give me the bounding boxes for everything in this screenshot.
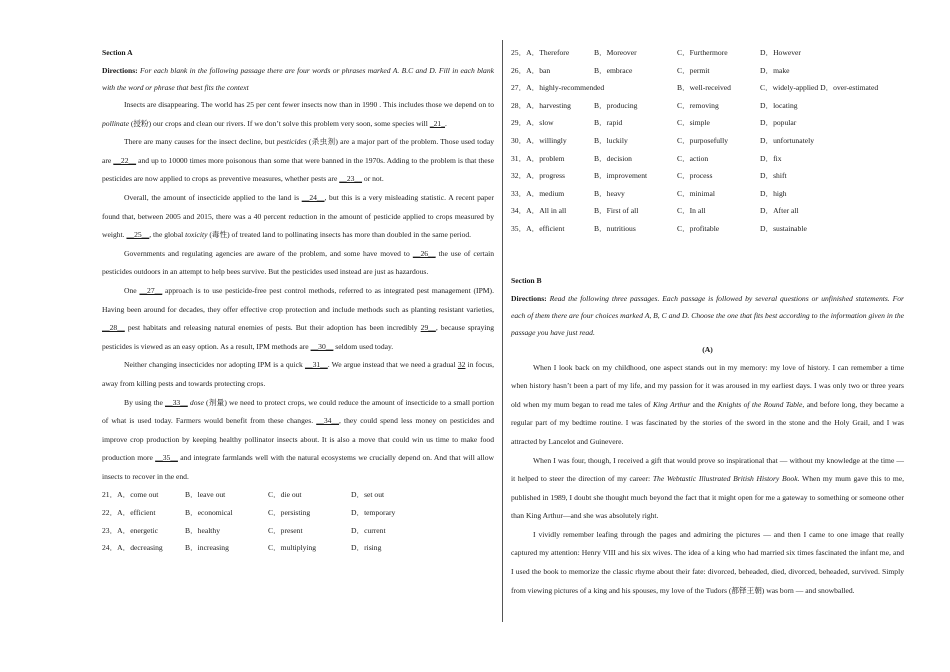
passage-paragraph-6: Neither changing insecticides nor adopting IPM is a quick __31__. We argue instead that we need a gradual 32 in focus, away from killing pests and towards protecting crops. bbox=[102, 360, 494, 388]
passage-a-label: (A) bbox=[702, 344, 713, 354]
directions-label: Directions: bbox=[511, 293, 547, 303]
option-row: 24．A．decreasing B．increasing C．multiplying D．rising bbox=[102, 543, 382, 553]
passage-paragraph-5: One __27__ approach is to use pesticide-free pest control methods, referred to as integrated pest management (IPM). Having been around for decades, they offer effective crop protection and include methods such as planting resistant varieties, __28__ pest habitats and releasing natural enemies of pests. But their adoption has been incredibly 29__, because spraying pesticides is viewed as an easy option. As a result, IPM methods are __30__ seldom used today. bbox=[102, 285, 494, 351]
passage-b-paragraph-2: When I was four, though, I received a gift that would prove so inspirational that — without my knowledge at the time — it helped to steer the direction of my career: The Webtastic Illustrated British History Book. When my mum gave this to me, published in 1989, I doubt she thought much beyond the fact that it might open for me a gateway to something or someone other than King Arthur—and she was absolutely right. bbox=[511, 455, 904, 521]
passage-paragraph-1: Insects are disappearing. The world has 25 per cent fewer insects now than in 1990 . This includes those we depend on to pollinate (授粉) our crops and clean our rivers. If we don’t solve this problem very soon, some species will _21_. bbox=[102, 100, 494, 128]
option-row: 23．A．energetic B．healthy C．present D．current bbox=[102, 525, 386, 535]
passage-paragraph-3: Overall, the amount of insecticide applied to the land is __24__, but this is a very misleading statistic. A recent paper found that, between 2005 and 2015, there was a 40 percent reduction in the amount of pesticide applied to crops measured by weight. __25__, the global toxicity (毒性) of treated land to pollinating insects has more than doubled in the same period. bbox=[102, 192, 494, 240]
directions-text: For each blank in the following passage there are four words or phrases marked A. B.C and D. Fill in each blank with the word or phrase that best fits the context bbox=[102, 66, 494, 92]
left-options-list bbox=[102, 486, 494, 556]
blank-30: __30__ bbox=[310, 341, 334, 351]
option-row: 33．A．medium B．heavy C．minimal D．high bbox=[511, 188, 787, 198]
blank-23: __23__ bbox=[339, 174, 363, 184]
option-row: 25．A．Therefore B．Moreover C．Furthermore D．However bbox=[511, 48, 801, 57]
directions-text: Read the following three passages. Each passage is followed by several questions or unfinished statements. For each of them there are four choices marked A, B, C and D. Choose the one that fits best according to the information given in the passage you have just read. bbox=[511, 293, 904, 337]
section-b-title: Section B bbox=[511, 275, 542, 285]
option-row: 26．A．ban B．embrace C．permit D．make bbox=[511, 65, 790, 75]
option-row: 28．A．harvesting B．producing C．removing D．locating bbox=[511, 100, 798, 110]
blank-32: 32 bbox=[457, 360, 466, 370]
passage-b-paragraph-1: When I look back on my childhood, one aspect stands out in my memory: my love of history. I can remember a time when history hasn’t been a part of my life, and my passion for it was aroused in my earliest days. I was only two or three years old when my mum began to read me tales of King Arthur and the Knights of the Round Table, and before long, they became a regular part of my bedtime routine. I was fascinated by the stories of the sword in the stone and the Holy Grail, and I was attracted by Lancelot and Guinevere. bbox=[511, 362, 904, 446]
right-column bbox=[511, 44, 904, 600]
option-row: 30．A．willingly B．luckily C．purposefully D．unfortunately bbox=[511, 135, 814, 145]
blank-27: __27__ bbox=[139, 285, 163, 295]
blank-21: _21_ bbox=[429, 118, 445, 128]
option-row: 21．A．come out B．leave out C．die out D．set out bbox=[102, 490, 385, 500]
passage-b-paragraph-3: I vividly remember leafing through the pages and admiring the pictures — and then I came to one image that really captured my attention: Henry VIII and his six wives. The idea of a king who had married six times fascinated the infant me, and I used the book to memorize the classic rhyme about their fate: divorced, beheaded, died, divorced, beheaded, survived. Simply from viewing pictures of a king and his spouses, my love of the Tudors (都铎王朝) was born — and snowballed. bbox=[511, 529, 904, 595]
passage-paragraph-4: Governments and regulating agencies are aware of the problem, and some have moved to __26__ the use of certain pesticides outdoors in an attempt to help bees survive. But the pesticides used instead are just as hazardous. bbox=[102, 248, 494, 277]
section-a-directions bbox=[102, 62, 494, 96]
blank-28: __28__ bbox=[102, 323, 125, 333]
option-row: 34．A．All in all B．First of all C．In all D．After all bbox=[511, 206, 799, 216]
option-row: 32．A．progress B．improvement C．process D．shift bbox=[511, 171, 787, 181]
option-row: 27．A．highly-recommended B．well-received C．widely-applied D．over-estimated bbox=[511, 83, 879, 93]
option-row: 35．A．efficient B．nutritious C．profitable D．sustainable bbox=[511, 223, 807, 233]
passage-paragraph-2: There are many causes for the insect decline, but pesticides (杀虫剂) are a major part of the problem. Those used today are __22__ and up to 10000 times more poisonous than some that were banned in the 1970s. Adding to the problem is that these pesticides are now applied to crops as preventive measures, whether pests are __23__ or not. bbox=[102, 137, 495, 184]
blank-22: __22__ bbox=[113, 155, 137, 165]
blank-31: __31__ bbox=[304, 360, 328, 370]
directions-label: Directions: bbox=[102, 66, 138, 75]
left-column bbox=[102, 44, 494, 557]
section-b-directions bbox=[511, 290, 904, 341]
blank-25: __25__ bbox=[126, 230, 150, 240]
blank-35: __35__ bbox=[155, 453, 178, 463]
blank-26: __26__ bbox=[412, 248, 436, 258]
blank-34: __34__ bbox=[316, 416, 339, 426]
blank-29: 29__ bbox=[420, 323, 436, 333]
blank-24: __24__ bbox=[301, 192, 325, 202]
option-row: 29．A．slow B．rapid C．simple D．popular bbox=[511, 118, 797, 128]
right-options-list bbox=[511, 44, 904, 238]
column-divider bbox=[502, 40, 503, 622]
option-row: 31．A．problem B．decision C．action D．fix bbox=[511, 153, 782, 163]
passage-paragraph-7: By using the __33__ dose (剂量) we need to protect crops, we could reduce the amount of insecticide to a small portion of what is used today. Farmers would benefit from these changes. __34__, they could spend less money on pesticides and improve crop production by keeping healthy pollinator insects about. It is also a move that could win us time to make food production more __35__ and integrate farmlands well with the natural ecosystems we crucially depend on. And that will allow insects to recover in the end. bbox=[102, 397, 494, 481]
section-a-title: Section A bbox=[102, 48, 133, 57]
option-row: 22．A．efficient B．economical C．persisting D．temporary bbox=[102, 508, 396, 518]
blank-33: __33__ bbox=[165, 397, 188, 407]
